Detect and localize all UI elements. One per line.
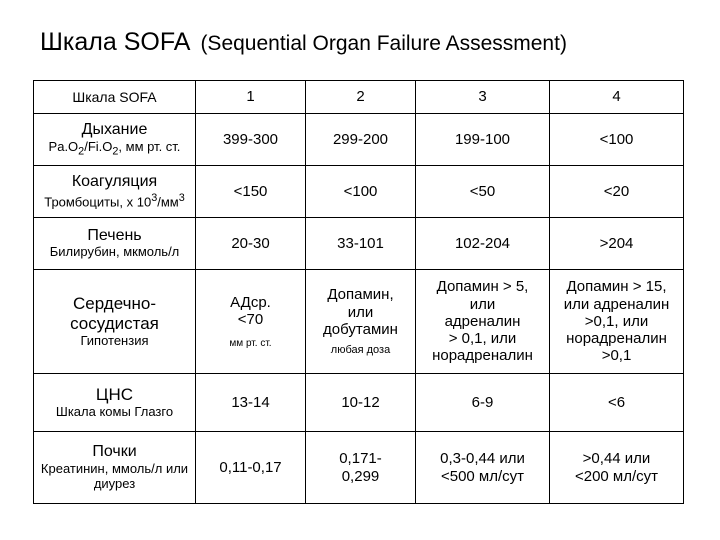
score-cell: <100 [306,166,416,218]
param-cell [34,432,196,504]
score-cell: <150 [196,166,306,218]
score-cell: Допамин > 15, или адреналин >0,1, или норадреналин >0,1 [550,270,684,374]
score-cell: <50 [416,166,550,218]
table-row-coagulation [34,166,684,218]
header-row [34,81,684,114]
score-cell: Допамин, или добутамин любая доза [306,270,416,374]
title-subtitle: (Sequential Organ Failure Assessment) [200,32,567,55]
param-name: Коагуляция [71,173,158,191]
table-row-liver [34,218,684,270]
param-name: Дыхание [81,121,148,139]
score-cell: 299-200 [306,114,416,166]
header-cell: 2 [306,81,416,114]
score-cell: Допамин > 5, или адреналин > 0,1, или норадреналин [416,270,550,374]
unit-note: мм рт. ст. [229,338,272,349]
score-cell: 399-300 [196,114,306,166]
param-name: Сердечно-сосудистая [70,294,159,334]
header-cell: 3 [416,81,550,114]
dose-note: любая доза [330,344,391,357]
score-cell: <6 [550,374,684,432]
score-cell: 33-101 [306,218,416,270]
score-cell: 102-204 [416,218,550,270]
param-sub: $Pa.O_2/Fi.O_2$, мм рт. ст. [48,138,181,158]
score-cell: 199-100 [416,114,550,166]
score-cell: 6-9 [416,374,550,432]
score-cell: 10-12 [306,374,416,432]
header-cell: 4 [550,81,684,114]
param-sub: Гипотензия [80,332,149,348]
score-cell: 0,11-0,17 [196,432,306,504]
param-cell [34,114,196,166]
param-sub: Креатинин, ммоль/л или диурез [40,460,189,491]
score-cell: 20-30 [196,218,306,270]
table-row-respiration [34,114,684,166]
score-cell: >0,44 или <200 мл/сут [550,432,684,504]
param-sub: Шкала комы Глазго [55,403,174,419]
param-sub: Билирубин, мкмоль/л [49,244,180,260]
score-cell: <20 [550,166,684,218]
score-cell: АДср. <70 мм рт. ст. [196,270,306,374]
table-row-cardiovascular [34,270,684,374]
header-cell: 1 [196,81,306,114]
sofa-table [33,80,684,504]
score-cell: 0,171- 0,299 [306,432,416,504]
header-cell: Шкала SOFA [34,81,196,114]
param-name: Почки [92,443,137,461]
param-name: Печень [87,226,142,244]
score-cell: >204 [550,218,684,270]
param-name: ЦНС [95,385,134,405]
score-cell: <100 [550,114,684,166]
param-sub: Тромбоциты, х $10^3/мм^3$ [44,191,185,209]
param-cell [34,270,196,374]
param-cell [34,166,196,218]
page-title [40,28,567,57]
param-cell [34,218,196,270]
table-row-renal [34,432,684,504]
title-main: Шкала SOFA [40,28,191,56]
table-row-cns [34,374,684,432]
score-cell: 13-14 [196,374,306,432]
param-cell [34,374,196,432]
score-cell: 0,3-0,44 или <500 мл/сут [416,432,550,504]
